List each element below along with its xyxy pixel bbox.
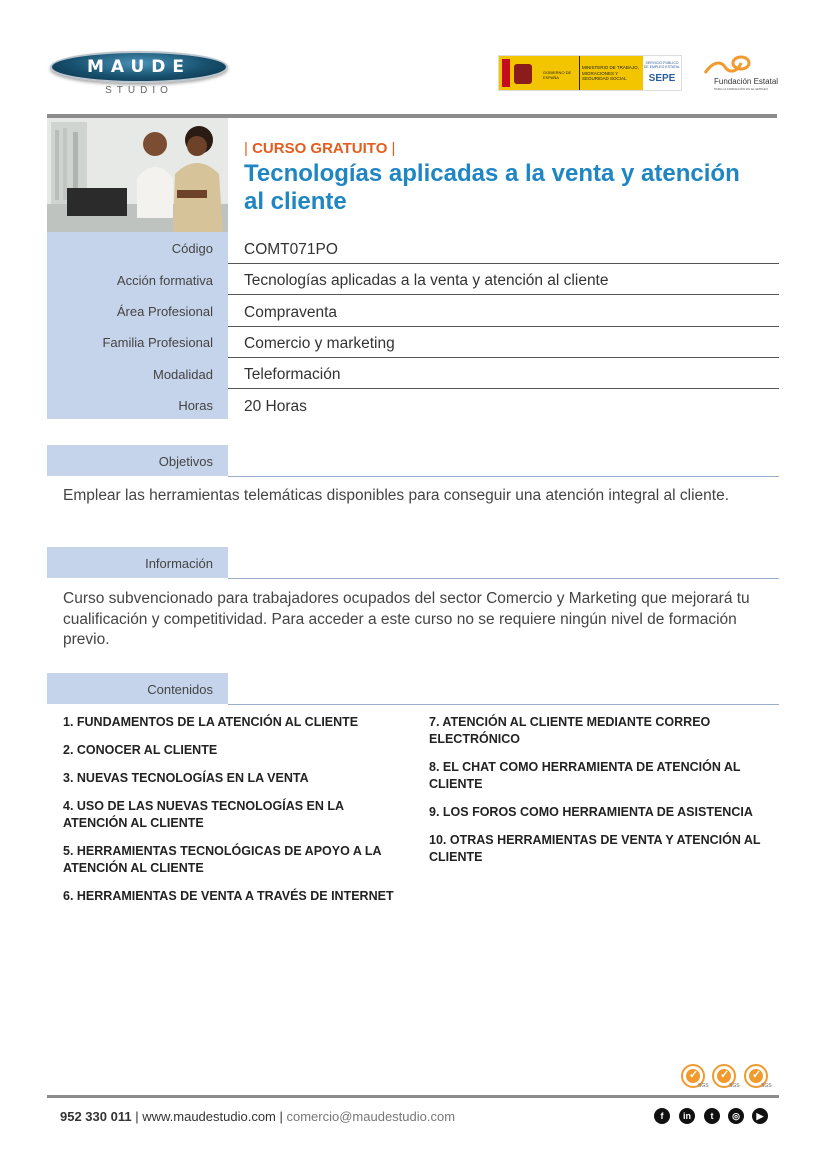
sepe-line: SERVICIO PÚBLICO DE EMPLEO ESTATAL — [643, 61, 681, 69]
field-label-accion: Acción formativa — [116, 273, 213, 288]
informacion-divider — [228, 578, 779, 579]
footer-web-link[interactable]: www.maudestudio.com — [142, 1109, 276, 1124]
youtube-icon[interactable]: ▶ — [752, 1108, 768, 1124]
gov-line-1: GOBIERNO DE ESPAÑA — [541, 56, 579, 90]
field-row-familia — [228, 327, 779, 358]
objetivos-heading-block — [47, 445, 228, 476]
field-label-modalidad: Modalidad — [153, 367, 213, 382]
field-value-familia: Comercio y marketing — [244, 335, 395, 352]
maude-studio-logo — [48, 48, 230, 100]
field-label-area: Área Profesional — [116, 304, 213, 319]
facebook-icon[interactable]: f — [654, 1108, 670, 1124]
contenidos-left-column — [63, 714, 398, 916]
field-row-area — [228, 296, 779, 327]
gobierno-sepe-logo — [498, 55, 682, 91]
free-course-tag: | CURSO GRATUITO | — [244, 140, 396, 157]
sepe-block — [643, 56, 681, 90]
objetivos-divider — [228, 476, 779, 477]
contenido-item: 10. OTRAS HERRAMIENTAS DE VENTA Y ATENCIÓN AL CLIENTE — [429, 833, 761, 864]
sgs-certification-icon — [712, 1064, 740, 1089]
fundacion-name: Fundación Estatal — [714, 77, 779, 86]
field-row-horas — [228, 390, 779, 421]
field-value-codigo: COMT071PO — [244, 241, 338, 258]
fundacion-swoosh-icon — [703, 53, 779, 77]
fields-label-column — [47, 232, 228, 419]
contenido-item: 8. EL CHAT COMO HERRAMIENTA DE ATENCIÓN AL CLIENTE — [429, 760, 741, 791]
fundacion-estatal-logo — [703, 53, 779, 93]
course-photo — [47, 118, 228, 232]
field-value-area: Compraventa — [244, 304, 338, 321]
free-course-label: CURSO GRATUITO — [252, 140, 388, 157]
contenidos-heading: Contenidos — [147, 682, 213, 697]
contenido-item: 4. USO DE LAS NUEVAS TECNOLOGÍAS EN LA ATENCIÓN AL CLIENTE — [63, 799, 344, 830]
instagram-icon[interactable]: ◎ — [728, 1108, 744, 1124]
objetivos-heading: Objetivos — [158, 454, 213, 469]
contenidos-heading-block — [47, 673, 228, 704]
informacion-text: Curso subvencionado para trabajadores ocupados del sector Comercio y Marketing que mejorará tu cualificación y competitividad. Para acceder a este curso no se requiere ningún nivel de formación previo. — [63, 590, 750, 648]
field-label-codigo: Código — [171, 241, 213, 256]
contenido-item: 2. CONOCER AL CLIENTE — [63, 743, 218, 757]
sgs-certification-icon — [744, 1064, 772, 1089]
sgs-certification-icon — [681, 1064, 709, 1089]
linkedin-icon[interactable]: in — [679, 1108, 695, 1124]
footer-divider — [47, 1095, 779, 1098]
contenido-item: 7. ATENCIÓN AL CLIENTE MEDIANTE CORREO ELECTRÓNICO — [429, 715, 711, 746]
contenido-item: 3. NUEVAS TECNOLOGÍAS EN LA VENTA — [63, 771, 309, 785]
field-value-accion: Tecnologías aplicadas a la venta y atención al cliente — [244, 272, 609, 289]
field-row-modalidad — [228, 358, 779, 389]
spain-coat-of-arms-icon — [499, 56, 541, 90]
field-label-horas: Horas — [178, 398, 213, 413]
twitter-icon[interactable]: t — [704, 1108, 720, 1124]
footer-email-link[interactable]: comercio@maudestudio.com — [286, 1109, 456, 1124]
informacion-heading: Información — [145, 556, 213, 571]
field-value-modalidad: Teleformación — [244, 366, 341, 383]
contenido-item: 6. HERRAMIENTAS DE VENTA A TRAVÉS DE INTERNET — [63, 889, 394, 903]
sepe-word: SEPE — [648, 73, 676, 84]
footer-phone[interactable]: 952 330 011 — [60, 1109, 132, 1124]
course-title: Tecnologías aplicadas a la venta y atención al cliente — [244, 160, 740, 215]
sgs-label: SGS — [729, 1083, 740, 1089]
contenidos-divider — [228, 704, 779, 705]
field-label-familia: Familia Profesional — [102, 335, 213, 350]
sgs-label: SGS — [698, 1083, 709, 1089]
contenidos-right-column — [429, 714, 764, 877]
field-row-codigo — [228, 233, 779, 264]
people-at-computer-image — [47, 118, 228, 232]
field-value-horas: 20 Horas — [244, 398, 307, 415]
contenido-item: 1. FUNDAMENTOS DE LA ATENCIÓN AL CLIENTE — [63, 715, 359, 729]
contenido-item: 9. LOS FOROS COMO HERRAMIENTA DE ASISTENCIA — [429, 805, 753, 819]
gov-line-2: MINISTERIO DE TRABAJO, MIGRACIONES Y SEGURIDAD SOCIAL — [579, 56, 643, 90]
footer-contact: 952 330 011 | www.maudestudio.com | comercio@maudestudio.com — [60, 1109, 456, 1124]
contenido-item: 5. HERRAMIENTAS TECNOLÓGICAS DE APOYO A LA ATENCIÓN AL CLIENTE — [63, 844, 382, 875]
field-row-accion — [228, 264, 779, 295]
logo-word: MAUDE — [86, 57, 192, 77]
informacion-heading-block — [47, 547, 228, 578]
objetivos-text: Emplear las herramientas telemáticas disponibles para conseguir una atención integral al cliente. — [63, 487, 730, 504]
logo-sub: STUDIO — [105, 85, 173, 96]
sgs-label: SGS — [761, 1083, 772, 1089]
fundacion-tagline: PARA LA FORMACIÓN EN EL EMPLEO — [714, 87, 769, 91]
